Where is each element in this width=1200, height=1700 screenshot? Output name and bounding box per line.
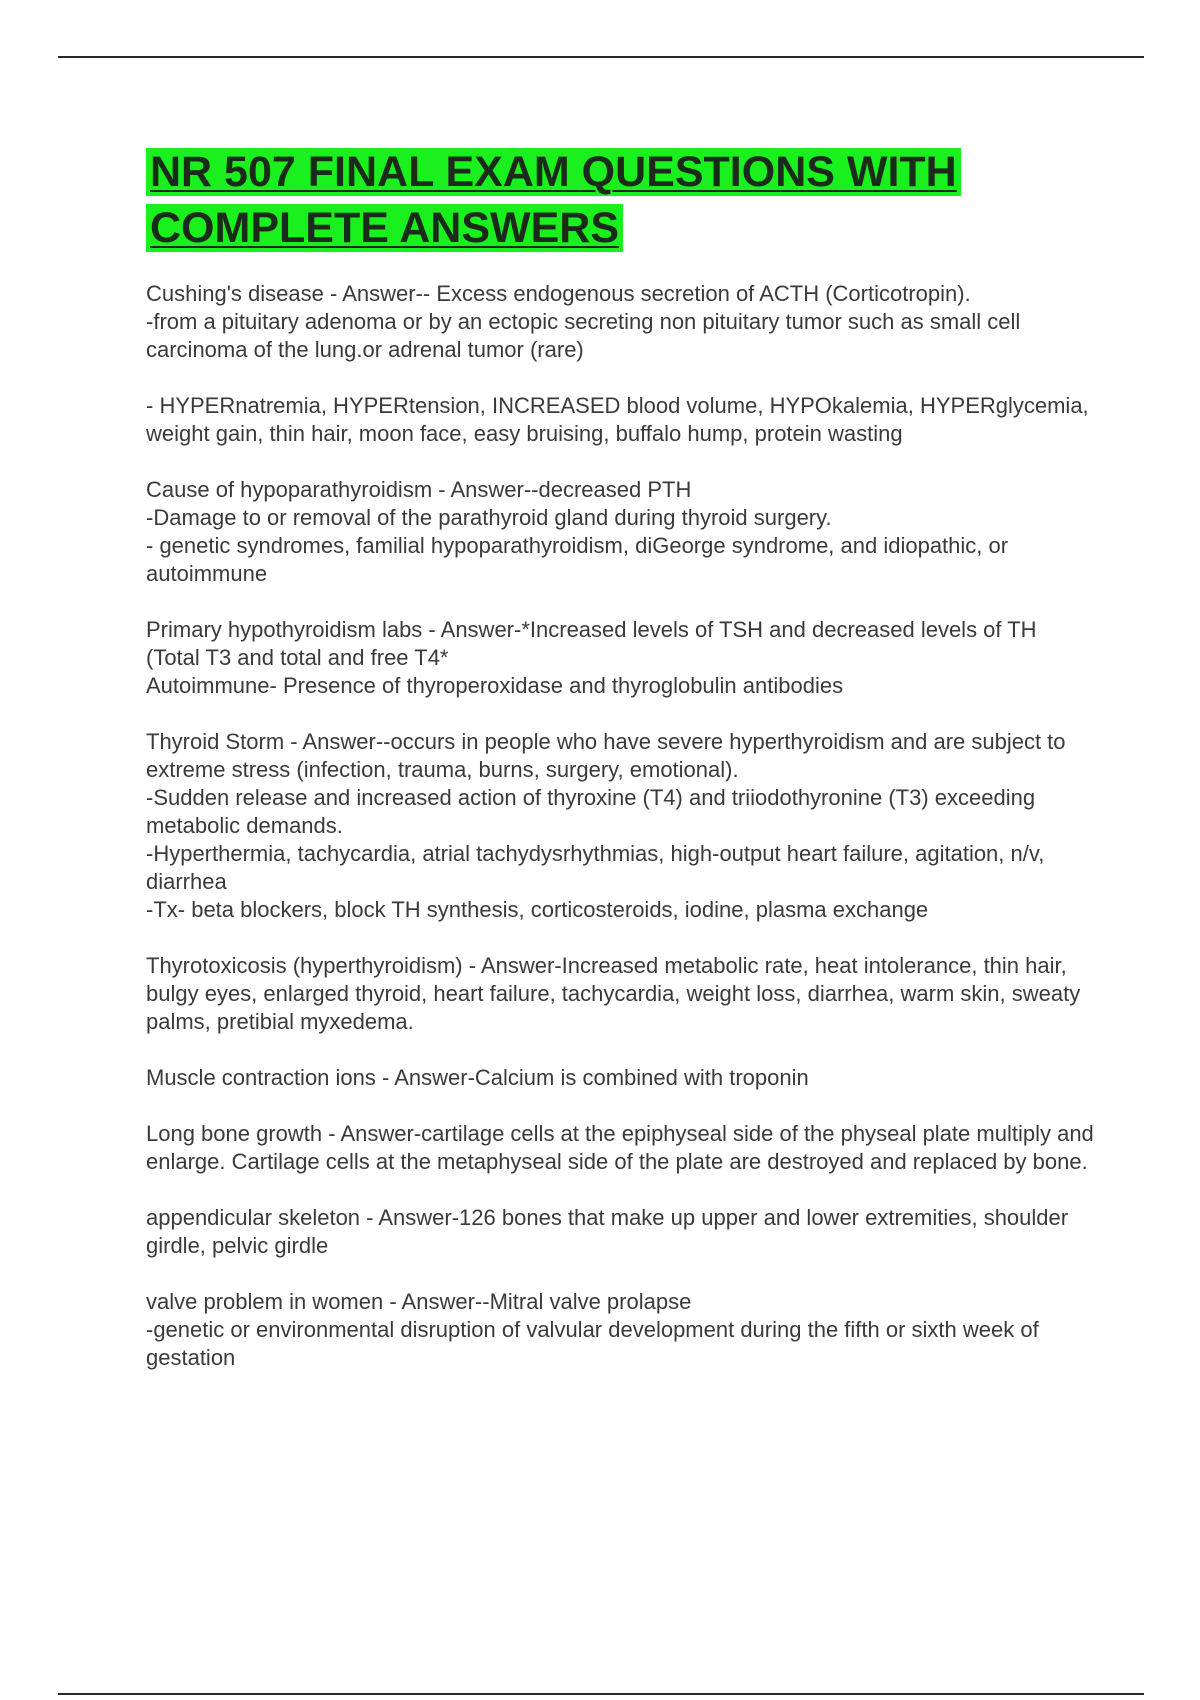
entry-line: -Tx- beta blockers, block TH synthesis, corticosteroids, iodine, plasma exchange xyxy=(146,897,929,922)
bottom-rule xyxy=(58,1693,1144,1695)
qa-entry xyxy=(146,616,1096,700)
entry-line: Cause of hypoparathyroidism - Answer--decreased PTH xyxy=(146,477,692,502)
qa-entry xyxy=(146,476,1096,588)
qa-entry xyxy=(146,1288,1096,1372)
document-title xyxy=(146,144,1096,256)
entry-line: -Hyperthermia, tachycardia, atrial tachydysrhythmias, high-output heart failure, agitation, n/v, diarrhea xyxy=(146,841,1045,894)
entry-line: -from a pituitary adenoma or by an ectopic secreting non pituitary tumor such as small cell carcinoma of the lung.or adrenal tumor (rare) xyxy=(146,309,1021,362)
entry-line: -genetic or environmental disruption of valvular development during the fifth or sixth week of gestation xyxy=(146,1317,1039,1370)
qa-entry xyxy=(146,1064,1096,1092)
title-line-1: NR 507 FINAL EXAM QUESTIONS WITH xyxy=(150,148,957,196)
entry-line: appendicular skeleton - Answer-126 bones that make up upper and lower extremities, shoulder girdle, pelvic girdle xyxy=(146,1205,1069,1258)
qa-entry xyxy=(146,392,1096,448)
qa-entry xyxy=(146,1120,1096,1176)
qa-entry xyxy=(146,1204,1096,1260)
entry-line: Autoimmune- Presence of thyroperoxidase and thyroglobulin antibodies xyxy=(146,673,844,698)
qa-entry xyxy=(146,728,1096,924)
entry-line: Cushing's disease - Answer-- Excess endogenous secretion of ACTH (Corticotropin). xyxy=(146,281,971,306)
entry-line: -Sudden release and increased action of thyroxine (T4) and triiodothyronine (T3) exceeding metabolic demands. xyxy=(146,785,1036,838)
entry-line: Long bone growth - Answer-cartilage cells at the epiphyseal side of the physeal plate multiply and enlarge. Cartilage cells at the metaphyseal side of the plate are destroyed and replaced by bone. xyxy=(146,1121,1094,1174)
title-line-2: COMPLETE ANSWERS xyxy=(150,204,620,252)
document-body xyxy=(146,144,1096,1400)
top-rule xyxy=(58,56,1144,58)
entry-line: - genetic syndromes, familial hypoparathyroidism, diGeorge syndrome, and idiopathic, or autoimmune xyxy=(146,533,1009,586)
entry-line: Thyrotoxicosis (hyperthyroidism) - Answer-Increased metabolic rate, heat intolerance, thin hair, bulgy eyes, enlarged thyroid, heart failure, tachycardia, weight loss, diarrhea, warm skin, sweaty palms, pretibial myxedema. xyxy=(146,953,1081,1034)
entry-line: Muscle contraction ions - Answer-Calcium is combined with troponin xyxy=(146,1065,809,1090)
title-highlight xyxy=(146,148,961,252)
entry-line: Thyroid Storm - Answer--occurs in people who have severe hyperthyroidism and are subject to extreme stress (infection, trauma, burns, surgery, emotional). xyxy=(146,729,1066,782)
entry-line: - HYPERnatremia, HYPERtension, INCREASED blood volume, HYPOkalemia, HYPERglycemia, weight gain, thin hair, moon face, easy bruising, buffalo hump, protein wasting xyxy=(146,393,1089,446)
entry-line: valve problem in women - Answer--Mitral valve prolapse xyxy=(146,1289,692,1314)
entry-line: -Damage to or removal of the parathyroid gland during thyroid surgery. xyxy=(146,505,832,530)
qa-entry xyxy=(146,952,1096,1036)
qa-entry xyxy=(146,280,1096,364)
entry-line: Primary hypothyroidism labs - Answer-*Increased levels of TSH and decreased levels of TH (Total T3 and total and free T4* xyxy=(146,617,1037,670)
